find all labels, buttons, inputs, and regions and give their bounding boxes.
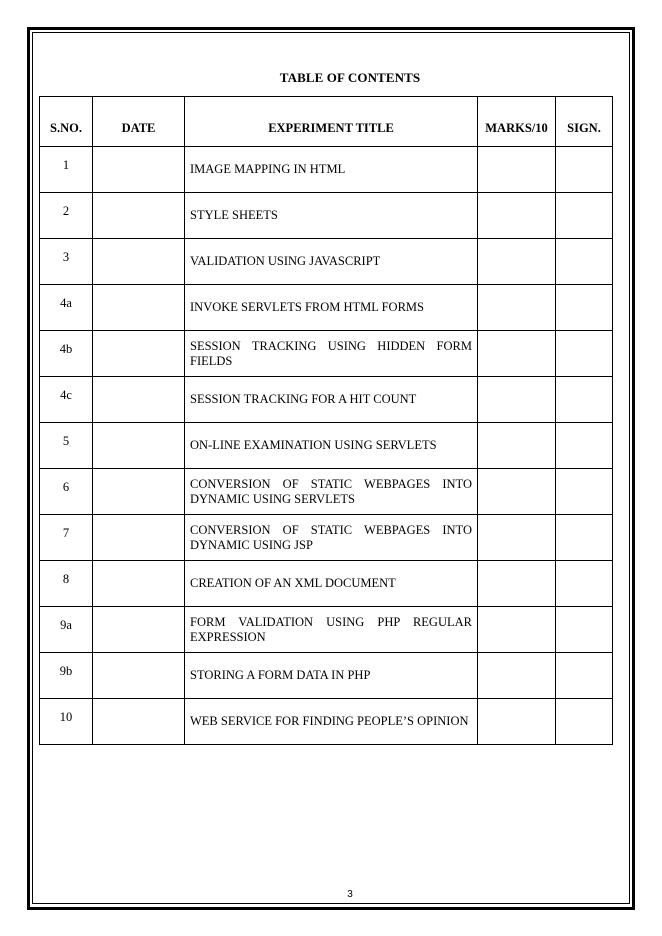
row-sign-cell (556, 239, 613, 285)
row-sno: 6 (40, 469, 93, 515)
row-experiment-title: VALIDATION USING JAVASCRIPT (185, 239, 478, 285)
table-row (40, 515, 613, 561)
row-sign-cell (556, 423, 613, 469)
table-row (40, 653, 613, 699)
row-experiment-title: FORM VALIDATION USING PHP REGULAR EXPRESSION (185, 607, 478, 653)
table-header-row (40, 97, 613, 147)
row-date-cell (93, 607, 185, 653)
row-sno: 4b (40, 331, 93, 377)
page-number: 3 (347, 889, 353, 900)
row-sign-cell (556, 607, 613, 653)
row-marks-cell (478, 377, 556, 423)
header-sign: SIGN. (556, 97, 613, 147)
row-experiment-title: CREATION OF AN XML DOCUMENT (185, 561, 478, 607)
table-row (40, 193, 613, 239)
row-marks-cell (478, 239, 556, 285)
row-sno: 7 (40, 515, 93, 561)
row-experiment-title: WEB SERVICE FOR FINDING PEOPLE’S OPINION (185, 699, 478, 745)
row-experiment-title: STYLE SHEETS (185, 193, 478, 239)
row-sign-cell (556, 193, 613, 239)
table-row (40, 377, 613, 423)
contents-table (39, 96, 613, 745)
table-row (40, 699, 613, 745)
row-marks-cell (478, 285, 556, 331)
row-marks-cell (478, 331, 556, 377)
table-body (40, 147, 613, 745)
row-sign-cell (556, 331, 613, 377)
table-row (40, 331, 613, 377)
row-sign-cell (556, 653, 613, 699)
header-marks: MARKS/10 (478, 97, 556, 147)
row-sign-cell (556, 147, 613, 193)
row-date-cell (93, 331, 185, 377)
row-date-cell (93, 423, 185, 469)
row-experiment-title: STORING A FORM DATA IN PHP (185, 653, 478, 699)
row-sno: 3 (40, 239, 93, 285)
row-experiment-title: CONVERSION OF STATIC WEBPAGES INTO DYNAMIC USING SERVLETS (185, 469, 478, 515)
row-marks-cell (478, 193, 556, 239)
row-date-cell (93, 147, 185, 193)
row-sno: 4a (40, 285, 93, 331)
table-row (40, 423, 613, 469)
row-sign-cell (556, 285, 613, 331)
row-sno: 10 (40, 699, 93, 745)
table-row (40, 147, 613, 193)
row-sno: 9b (40, 653, 93, 699)
row-sign-cell (556, 377, 613, 423)
row-sign-cell (556, 699, 613, 745)
row-experiment-title: CONVERSION OF STATIC WEBPAGES INTO DYNAMIC USING JSP (185, 515, 478, 561)
row-marks-cell (478, 561, 556, 607)
header-date: DATE (93, 97, 185, 147)
row-marks-cell (478, 607, 556, 653)
row-sno: 1 (40, 147, 93, 193)
table-row (40, 239, 613, 285)
row-sign-cell (556, 515, 613, 561)
table-row (40, 607, 613, 653)
row-marks-cell (478, 653, 556, 699)
row-date-cell (93, 285, 185, 331)
row-marks-cell (478, 699, 556, 745)
header-experiment-title: EXPERIMENT TITLE (185, 97, 478, 147)
row-marks-cell (478, 515, 556, 561)
table-row (40, 561, 613, 607)
row-date-cell (93, 561, 185, 607)
row-marks-cell (478, 423, 556, 469)
row-sign-cell (556, 561, 613, 607)
row-sno: 2 (40, 193, 93, 239)
row-date-cell (93, 699, 185, 745)
row-sno: 5 (40, 423, 93, 469)
page-title: TABLE OF CONTENTS (279, 70, 421, 85)
row-experiment-title: IMAGE MAPPING IN HTML (185, 147, 478, 193)
table-row (40, 469, 613, 515)
row-date-cell (93, 193, 185, 239)
row-sno: 8 (40, 561, 93, 607)
row-experiment-title: SESSION TRACKING FOR A HIT COUNT (185, 377, 478, 423)
row-date-cell (93, 653, 185, 699)
row-date-cell (93, 377, 185, 423)
row-date-cell (93, 239, 185, 285)
row-marks-cell (478, 469, 556, 515)
row-experiment-title: ON-LINE EXAMINATION USING SERVLETS (185, 423, 478, 469)
row-sign-cell (556, 469, 613, 515)
table-row (40, 285, 613, 331)
row-experiment-title: SESSION TRACKING USING HIDDEN FORM FIELDS (185, 331, 478, 377)
row-date-cell (93, 469, 185, 515)
row-date-cell (93, 515, 185, 561)
header-sno: S.NO. (40, 97, 93, 147)
row-marks-cell (478, 147, 556, 193)
row-experiment-title: INVOKE SERVLETS FROM HTML FORMS (185, 285, 478, 331)
row-sno: 9a (40, 607, 93, 653)
row-sno: 4c (40, 377, 93, 423)
